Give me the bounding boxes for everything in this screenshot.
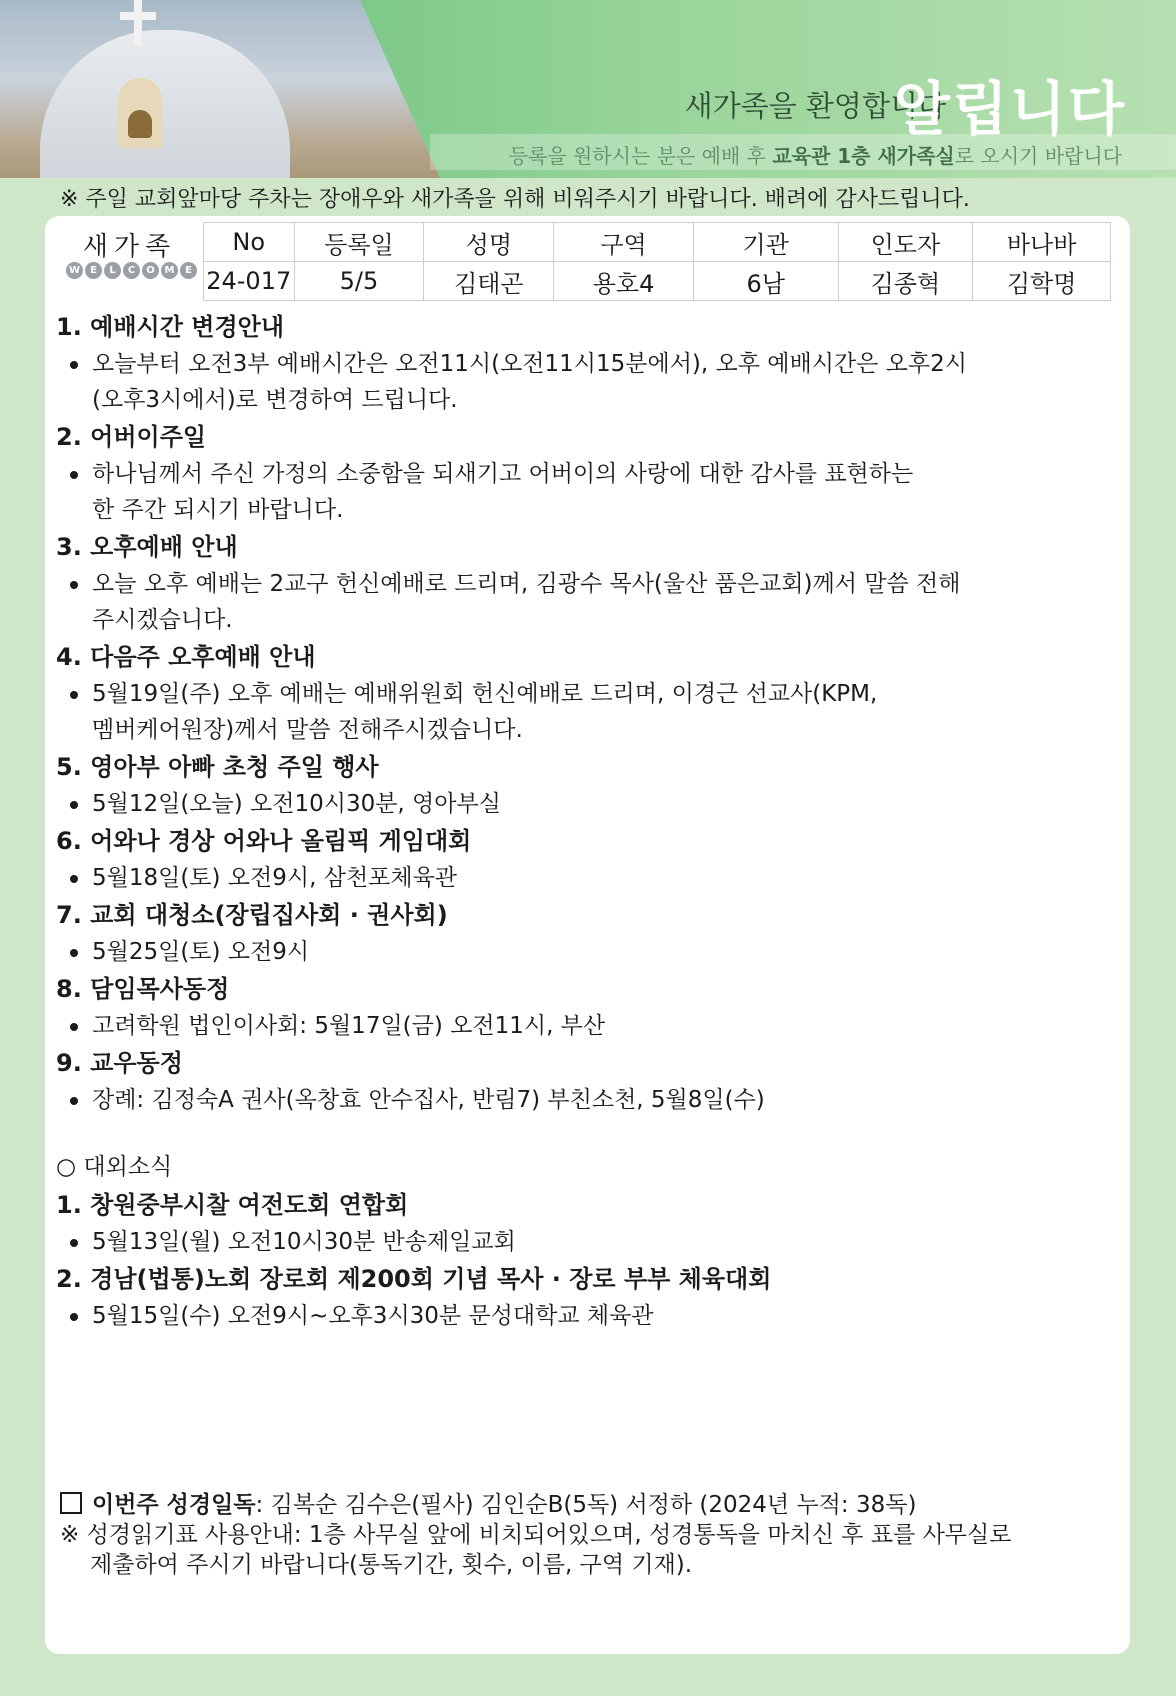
cell-name: 김태곤 (424, 262, 554, 301)
spacer (56, 1118, 1116, 1148)
notice-line: 5월18일(토) 오전9시, 삼천포체육관 (56, 860, 1116, 896)
cross-bar (120, 12, 156, 20)
registration-location: 교육관 1층 새가족실 (772, 144, 955, 168)
notice-title: 6. 어와나 경상 어와나 올림픽 게임대회 (56, 827, 472, 855)
bell-icon (128, 110, 152, 138)
notice-list (56, 308, 1116, 1334)
cell-no: 24-017 (204, 262, 295, 301)
welcome-badge-letter: O (142, 262, 159, 279)
cell-barnabas: 김학명 (973, 262, 1111, 301)
notice-line: 5월25일(토) 오전9시 (56, 934, 1116, 970)
welcome-badge (66, 262, 197, 279)
notice-title: 1. 창원중부시찰 여전도회 연합회 (56, 1191, 409, 1219)
col-header-district: 구역 (554, 223, 694, 262)
notice-line: 한 주간 되시기 바랍니다. (92, 497, 344, 523)
bible-reading-names: : 김복순 김수은(필사) 김인순B(5독) 서정하 (2024년 누적: 38독) (255, 1492, 917, 1518)
bible-reading-line (60, 1490, 1120, 1520)
notice-line: 오늘 오후 예배는 2교구 헌신예배로 드리며, 김광수 목사(울산 품은교회)께서 말씀 전해 (56, 566, 1116, 602)
col-header-guide: 인도자 (838, 223, 973, 262)
registration-guide (509, 140, 1122, 169)
welcome-text: 새가족을 환영합니다 (684, 89, 946, 123)
notice-line: 오늘부터 오전3부 예배시간은 오전11시(오전11시15분에서), 오후 예배시간은 오후2시 (56, 346, 1116, 382)
welcome-badge-letter: L (104, 262, 121, 279)
newcomer-table (203, 222, 1111, 301)
bell-tower-image (40, 30, 290, 178)
notice-title: 5. 영아부 아빠 초청 주일 행사 (56, 753, 379, 781)
notice-line: 5월15일(수) 오전9시~오후3시30분 문성대학교 체육관 (56, 1298, 1116, 1334)
header-banner (0, 0, 1176, 178)
notice-title: 9. 교우동정 (56, 1049, 183, 1077)
notice-line: 5월12일(오늘) 오전10시30분, 영아부실 (56, 786, 1116, 822)
notice-title: 8. 담임목사동정 (56, 975, 230, 1003)
cell-district: 용호4 (554, 262, 694, 301)
page-title: 알립니다 (893, 75, 1126, 143)
table-header-row (204, 223, 1111, 262)
col-header-barnabas: 바나바 (973, 223, 1111, 262)
registration-guide-post: 로 오시기 바랍니다 (954, 144, 1122, 168)
bible-reading-label: 이번주 성경일독 (92, 1492, 256, 1518)
notice-line: 장례: 김정숙A 권사(옥창효 안수집사, 반림7) 부친소천, 5월8일(수) (56, 1082, 1116, 1118)
notice-title: 4. 다음주 오후예배 안내 (56, 643, 316, 671)
welcome-badge-letter: C (123, 262, 140, 279)
welcome-badge-letter: E (85, 262, 102, 279)
bible-guide-line: ※ 성경읽기표 사용안내: 1층 사무실 앞에 비치되어있으며, 성경통독을 마치신 후 표를 사무실로 (60, 1522, 1012, 1548)
col-header-name: 성명 (424, 223, 554, 262)
bible-reading (60, 1490, 1120, 1580)
notice-line: 주시겠습니다. (92, 607, 233, 633)
col-header-org: 기관 (693, 223, 838, 262)
notice-line: 5월13일(월) 오전10시30분 반송제일교회 (56, 1224, 1116, 1260)
notice-title: 2. 어버이주일 (56, 423, 207, 451)
notice-title: 2. 경남(법통)노회 장로회 제200회 기념 목사 · 장로 부부 체육대회 (56, 1265, 772, 1293)
cell-org: 6남 (693, 262, 838, 301)
welcome-badge-letter: W (66, 262, 83, 279)
cross-icon (134, 0, 142, 46)
notice-line: 하나님께서 주신 가정의 소중함을 되새기고 어버이의 사랑에 대한 감사를 표현하는 (56, 456, 1116, 492)
newcomer-label: 새가족 (82, 232, 177, 262)
cell-date: 5/5 (294, 262, 424, 301)
checkbox-icon (60, 1492, 82, 1514)
table-row (204, 262, 1111, 301)
notice-line: 5월19일(주) 오후 예배는 예배위원회 헌신예배로 드리며, 이경근 선교사(KPM, (56, 676, 1116, 712)
parking-notice: ※ 주일 교회앞마당 주차는 장애우와 새가족을 위해 비워주시기 바랍니다. 배려에 감사드립니다. (60, 187, 970, 212)
registration-guide-pre: 등록을 원하시는 분은 예배 후 (508, 144, 773, 168)
notice-title: 1. 예배시간 변경안내 (56, 313, 284, 341)
notice-line: 고려학원 법인이사회: 5월17일(금) 오전11시, 부산 (56, 1008, 1116, 1044)
notice-line: 멤버케어원장)께서 말씀 전해주시겠습니다. (92, 717, 523, 743)
welcome-badge-letter: E (180, 262, 197, 279)
notice-title: 3. 오후예배 안내 (56, 533, 238, 561)
external-news-heading: ○ 대외소식 (56, 1154, 173, 1180)
bible-guide-line: 제출하여 주시기 바랍니다(통독기간, 횟수, 이름, 구역 기재). (90, 1552, 693, 1578)
notice-line: (오후3시에서)로 변경하여 드립니다. (92, 387, 458, 413)
cell-guide: 김종혁 (838, 262, 973, 301)
welcome-badge-letter: M (161, 262, 178, 279)
notice-title: 7. 교회 대청소(장립집사회 · 권사회) (56, 901, 448, 929)
col-header-no: No (204, 223, 295, 262)
col-header-date: 등록일 (294, 223, 424, 262)
